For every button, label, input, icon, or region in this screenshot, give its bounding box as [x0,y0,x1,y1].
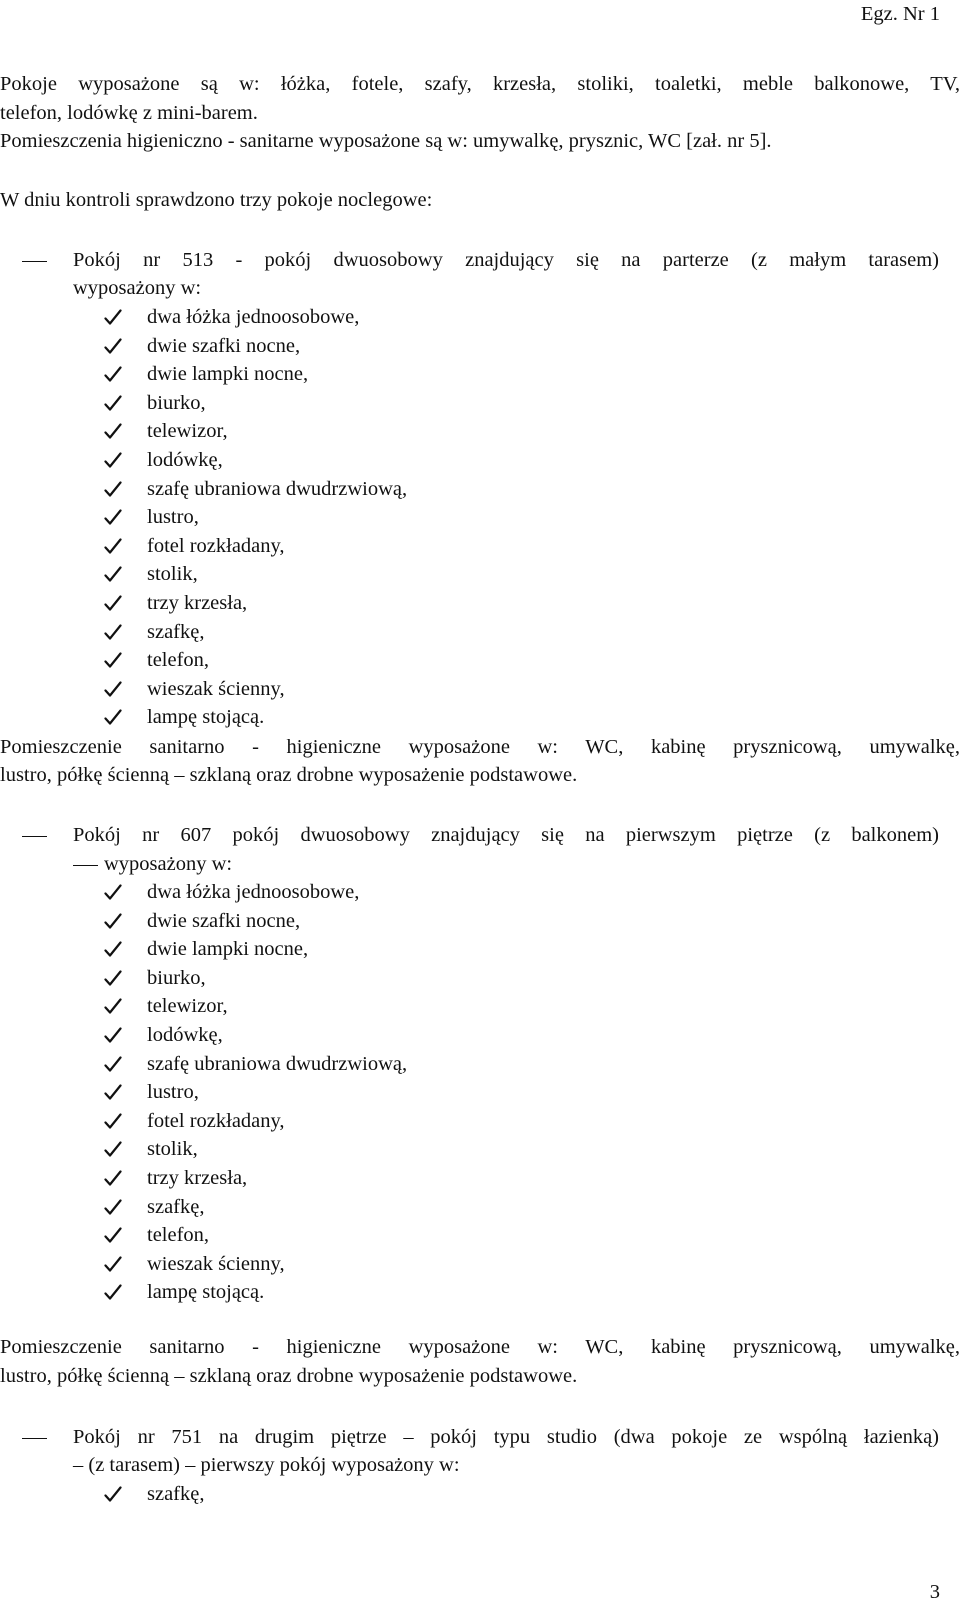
equipment-item: stolik, [147,1138,198,1161]
dash-bullet [22,261,47,262]
equipment-item: dwie szafki nocne, [147,909,301,932]
checkmark-icon [104,1113,132,1130]
checkmark-icon [104,1084,132,1101]
checkmark-icon [104,509,132,526]
sanitary-line-2: lustro, półkę ścienną – szklaną oraz drobne wyposażenie podstawowe. [0,1365,578,1387]
checkmark-icon [104,481,132,498]
checkmark-icon [104,1227,132,1244]
checkmark-icon [104,338,132,355]
equipment-item: telefon, [147,649,210,672]
equipment-item: szafkę, [147,620,205,643]
equipment-item: biurko, [147,391,206,414]
dash-bullet [22,1438,47,1439]
intro-line-1: Pokoje wyposażone są w: łóżka, fotele, szafy, krzesła, stoliki, toaletki, meble balkonowe, TV, [0,73,960,95]
equipment-item: szafę ubraniowa dwudrzwiową, [147,1052,408,1075]
equipment-item: lampę stojącą. [147,706,265,729]
intro-line-4: W dniu kontroli sprawdzono trzy pokoje noclegowe: [0,189,433,211]
equipment-item: dwa łóżka jednoosobowe, [147,881,360,903]
checkmark-icon [104,1284,132,1301]
room-heading-line-1: Pokój nr 751 na drugim piętrze – pokój typu studio (dwa pokoje ze wspólną łazienką) [73,1426,939,1448]
sanitary-line-2: lustro, półkę ścienną – szklaną oraz drobne wyposażenie podstawowe. [0,764,578,786]
checkmark-icon [104,1141,132,1158]
equipment-item: dwie lampki nocne, [147,938,309,961]
checkmark-icon [104,538,132,555]
equipment-item: biurko, [147,966,206,989]
checkmark-icon [104,395,132,412]
equipment-item: lustro, [147,1081,199,1104]
room-heading-line-2: – (z tarasem) – pierwszy pokój wyposażony w: [73,1454,460,1476]
checkmark-icon [104,595,132,612]
equipment-item: trzy krzesła, [147,1167,248,1189]
equipment-item: dwa łóżka jednoosobowe, [147,306,360,328]
checkmark-icon [104,681,132,698]
document-header-label: Egz. Nr 1 [860,3,940,25]
checkmark-icon [104,1027,132,1044]
checkmark-icon [104,1486,132,1503]
checkmark-icon [104,709,132,726]
equipment-item: wieszak ścienny, [147,677,285,700]
checkmark-icon [104,884,132,901]
equipment-item: szafę ubraniowa dwudrzwiową, [147,477,408,500]
equipment-item: fotel rozkładany, [147,1109,285,1132]
equipment-item: lodówkę, [147,449,223,471]
checkmark-icon [104,1199,132,1216]
checkmark-icon [104,970,132,987]
dash-bullet [73,865,98,866]
equipment-item: szafkę, [147,1483,205,1505]
equipment-item: fotel rozkładany, [147,534,285,557]
room-heading-line-2: wyposażony w: [104,853,233,875]
checkmark-icon [104,452,132,469]
checkmark-icon [104,1056,132,1073]
sanitary-line-1: Pomieszczenie sanitarno - higieniczne wyposażone w: WC, kabinę prysznicową, umywalkę, [0,736,960,758]
intro-line-2: telefon, lodówkę z mini-barem. [0,102,258,124]
dash-bullet [22,836,47,837]
page-number: 3 [929,1581,940,1603]
equipment-item: dwie szafki nocne, [147,334,301,357]
room-heading-line-1: Pokój nr 607 pokój dwuosobowy znajdujący się na pierwszym piętrze (z balkonem) [73,824,939,846]
equipment-item: lampę stojącą. [147,1281,265,1304]
checkmark-icon [104,566,132,583]
checkmark-icon [104,1170,132,1187]
equipment-item: szafkę, [147,1195,205,1218]
equipment-item: telefon, [147,1224,210,1247]
checkmark-icon [104,913,132,930]
equipment-item: lodówkę, [147,1024,223,1046]
sanitary-line-1: Pomieszczenie sanitarno - higieniczne wyposażone w: WC, kabinę prysznicową, umywalkę, [0,1336,960,1358]
equipment-item: telewizor, [147,995,228,1018]
checkmark-icon [104,652,132,669]
equipment-item: telewizor, [147,420,228,443]
room-heading-line-1: Pokój nr 513 - pokój dwuosobowy znajdujący się na parterze (z małym tarasem) [73,249,939,271]
checkmark-icon [104,366,132,383]
equipment-item: wieszak ścienny, [147,1252,285,1275]
intro-line-3: Pomieszczenia higieniczno - sanitarne wyposażone są w: umywalkę, prysznic, WC [zał. nr 5]. [0,130,772,152]
checkmark-icon [104,998,132,1015]
equipment-item: trzy krzesła, [147,592,248,614]
equipment-item: lustro, [147,506,199,529]
room-heading-line-2: wyposażony w: [73,277,202,299]
equipment-item: stolik, [147,563,198,586]
equipment-item: dwie lampki nocne, [147,363,309,386]
checkmark-icon [104,309,132,326]
checkmark-icon [104,624,132,641]
checkmark-icon [104,1256,132,1273]
checkmark-icon [104,423,132,440]
checkmark-icon [104,941,132,958]
